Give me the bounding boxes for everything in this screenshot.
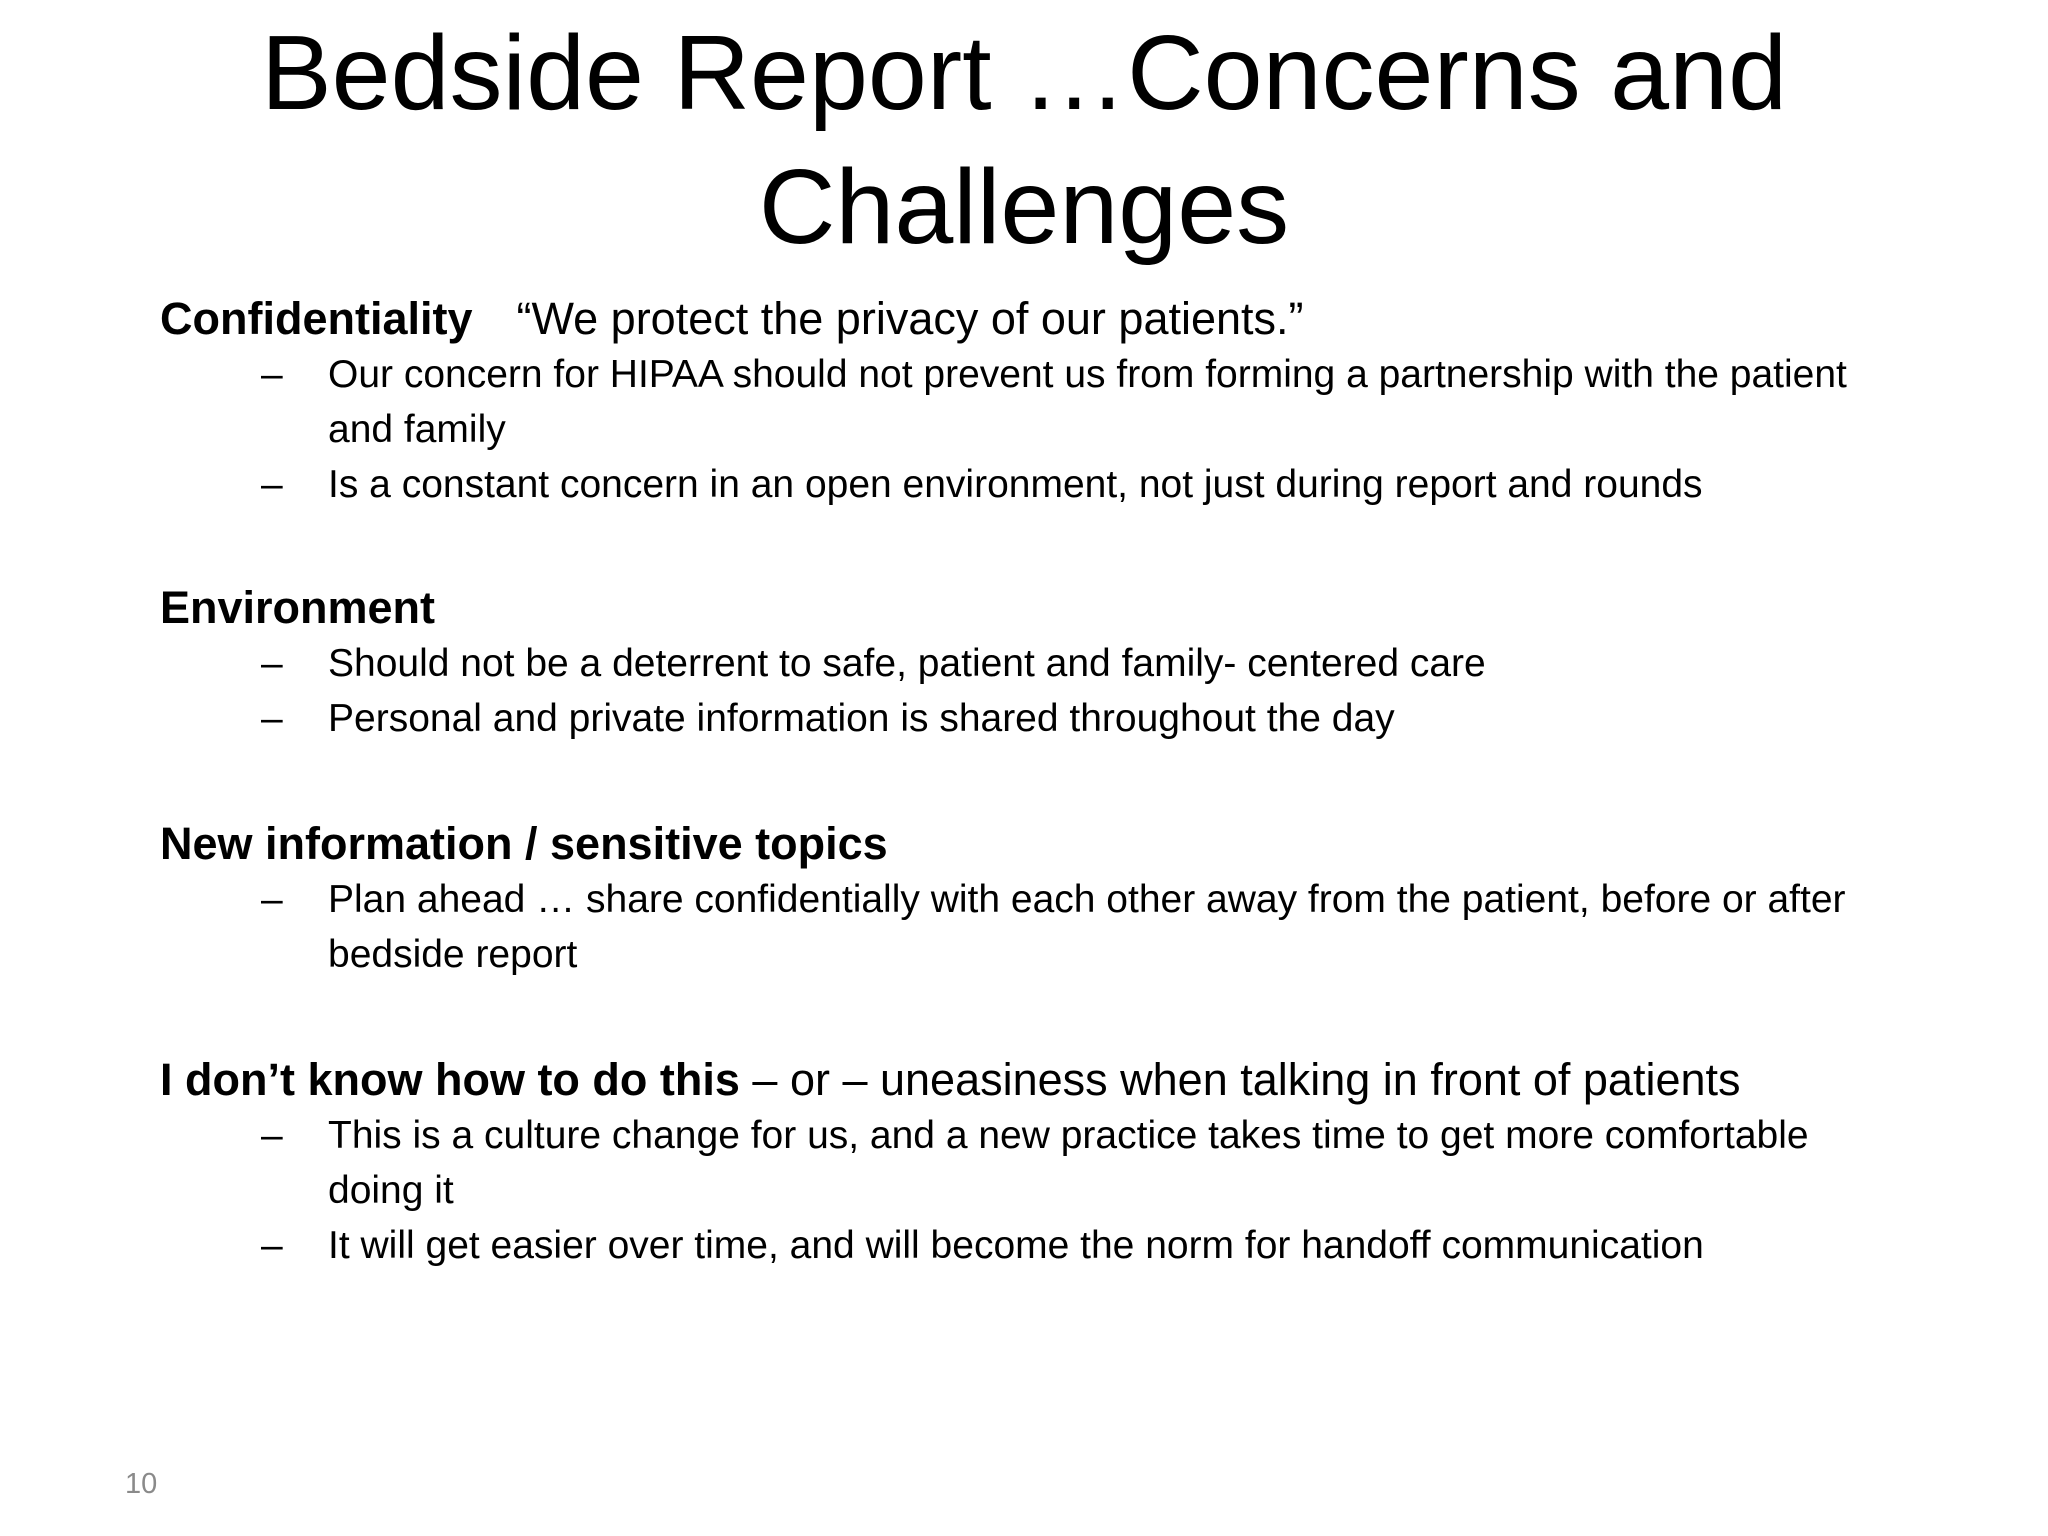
section-how-to: [160, 1052, 1920, 1273]
bullet-text: It will get easier over time, and will become the norm for handoff communication: [328, 1224, 1704, 1267]
heading-bold: I don’t know how to do this: [160, 1054, 740, 1105]
bullet-list: [160, 347, 1920, 512]
heading-bold: Environment: [160, 582, 436, 633]
heading-bold: New information / sensitive topics: [160, 818, 888, 869]
heading-rest: – or – uneasiness when talking in front of patients: [739, 1054, 1741, 1105]
bullet-text: This is a culture change for us, and a new practice takes time to get more comfortable doing it: [328, 1114, 1809, 1212]
bullet-list: [160, 1108, 1920, 1273]
bullet-text: Is a constant concern in an open environment, not just during report and rounds: [328, 463, 1703, 506]
dash-marker: –: [261, 878, 283, 921]
list-item: [160, 457, 1900, 512]
list-item: [160, 636, 1900, 691]
section-heading: [160, 1052, 1920, 1108]
section-heading: [160, 291, 1920, 347]
page-number: 10: [125, 1468, 158, 1500]
section-environment: [160, 580, 1920, 746]
list-item: [160, 1218, 1900, 1273]
bullet-text: Personal and private information is shared throughout the day: [328, 697, 1395, 740]
title-line-2: Challenges: [758, 148, 1290, 266]
section-new-information: [160, 816, 1920, 982]
bullet-text: Plan ahead … share confidentially with each other away from the patient, before or after bedside report: [328, 878, 1846, 976]
list-item: [160, 872, 1900, 982]
list-item: [160, 691, 1900, 746]
dash-marker: –: [261, 463, 283, 506]
heading-quote: “We protect the privacy of our patients.”: [516, 293, 1304, 344]
section-heading: [160, 580, 1920, 636]
bullet-text: Should not be a deterrent to safe, patient and family- centered care: [328, 642, 1486, 685]
dash-marker: –: [261, 353, 283, 396]
bullet-list: [160, 636, 1920, 746]
list-item: [160, 1108, 1900, 1218]
heading-bold: Confidentiality: [160, 293, 473, 344]
dash-marker: –: [261, 642, 283, 685]
section-confidentiality: [160, 291, 1920, 512]
section-heading: [160, 816, 1920, 872]
slide-title: [140, 6, 1908, 274]
list-item: [160, 347, 1900, 457]
dash-marker: –: [261, 1114, 283, 1157]
dash-marker: –: [261, 697, 283, 740]
title-line-1: Bedside Report …Concerns and: [260, 14, 1788, 132]
bullet-text: Our concern for HIPAA should not prevent us from forming a partnership with the patient and family: [328, 353, 1847, 451]
dash-marker: –: [261, 1224, 283, 1267]
bullet-list: [160, 872, 1920, 982]
